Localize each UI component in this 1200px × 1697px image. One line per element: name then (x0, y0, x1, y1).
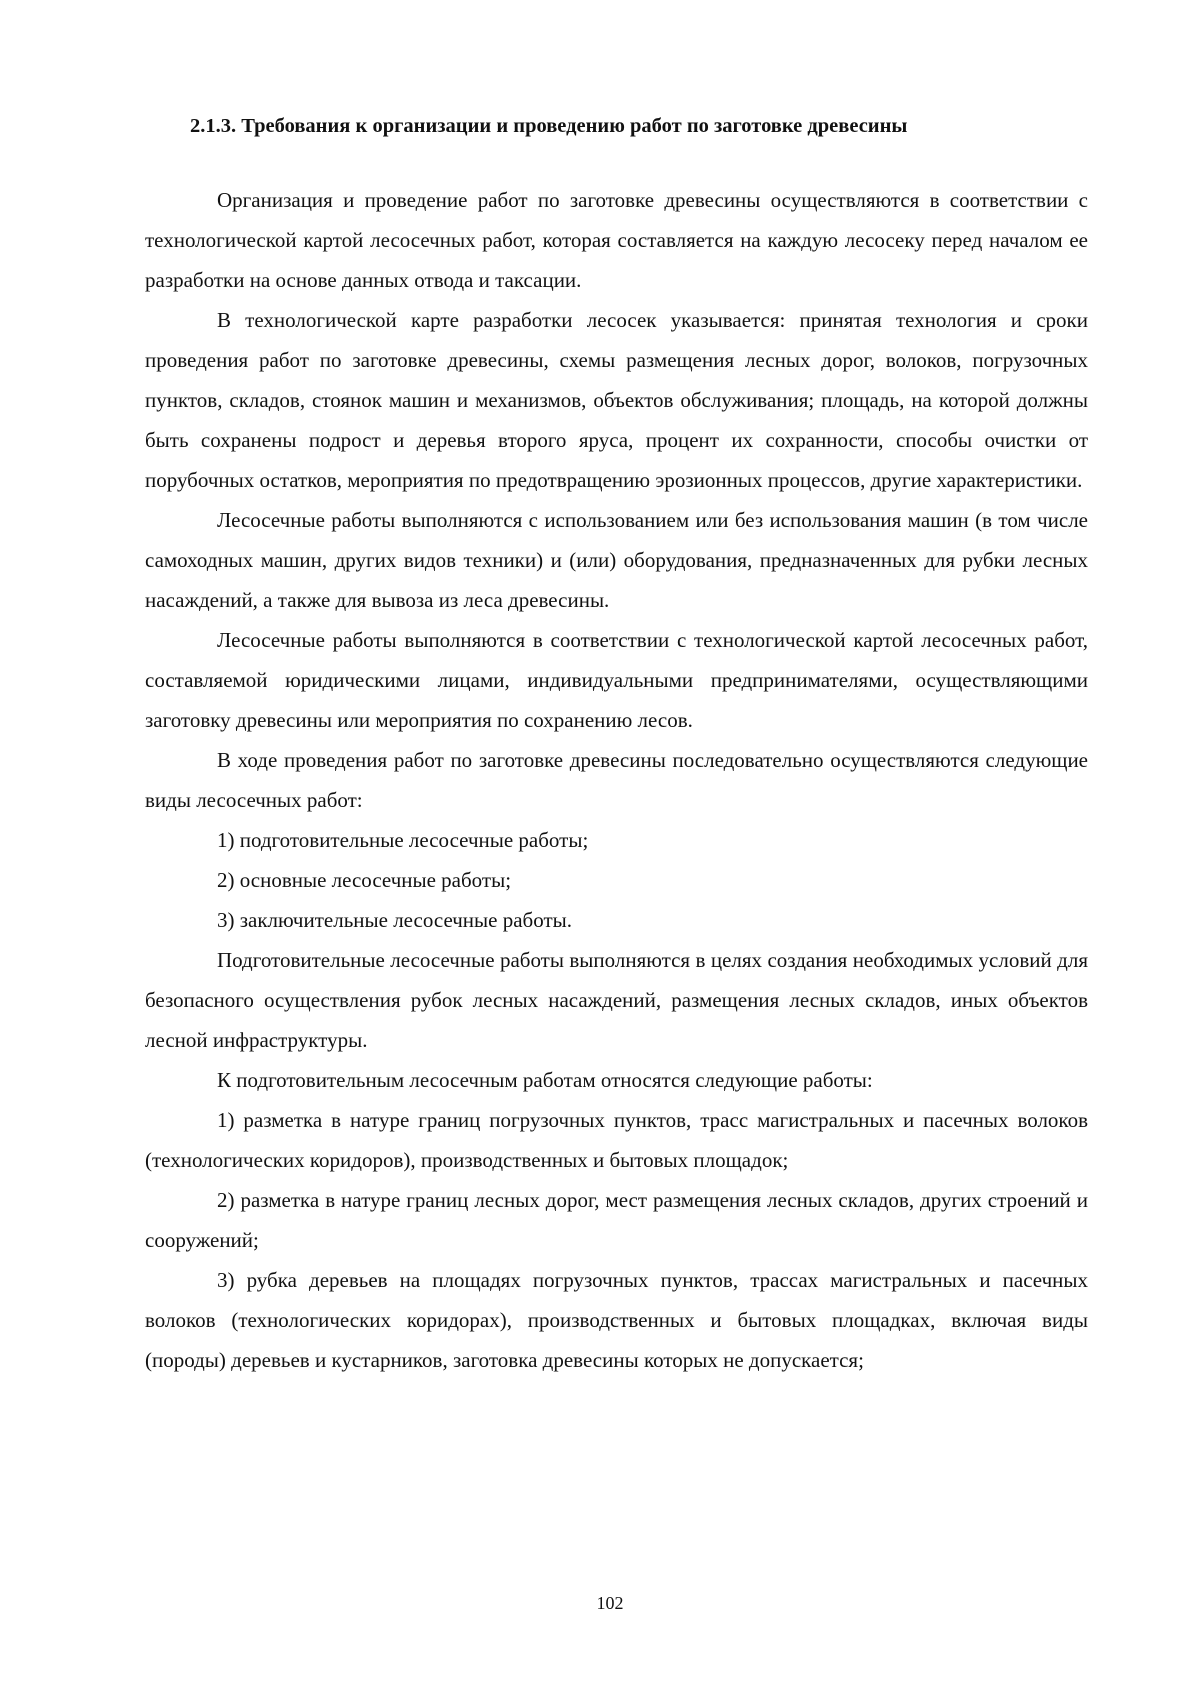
paragraph: Подготовительные лесосечные работы выполняются в целях создания необходимых условий для безопасного осуществления рубок лесных насаждений, размещения лесных складов, иных объектов лесной инфраструктуры. (145, 948, 1088, 1052)
list-item: 1) разметка в натуре границ погрузочных пунктов, трасс магистральных и пасечных волоков (технологических коридоров), производственных и бытовых площадок; (145, 1108, 1088, 1172)
list-item: 2) разметка в натуре границ лесных дорог, мест размещения лесных складов, других строений и сооружений; (145, 1188, 1088, 1252)
list-item: 2) основные лесосечные работы; (217, 868, 512, 892)
list-item: 3) заключительные лесосечные работы. (217, 908, 572, 932)
section-heading: 2.1.3. Требования к организации и проведению работ по заготовке древесины (190, 115, 908, 137)
list-item: 1) подготовительные лесосечные работы; (217, 828, 589, 852)
paragraph: Лесосечные работы выполняются с использованием или без использования машин (в том числе самоходных машин, других видов техники) и (или) оборудования, предназначенных для рубки лесных насаждений, а также для вывоза из леса древесины. (145, 508, 1088, 612)
list-item: 3) рубка деревьев на площадях погрузочных пунктов, трассах магистральных и пасечных волоков (технологических коридорах), производственных и бытовых площадках, включая виды (породы) деревьев и кустарников, заготовка древесины которых не допускается; (145, 1268, 1088, 1372)
paragraph: Организация и проведение работ по заготовке древесины осуществляются в соответствии с технологической картой лесосечных работ, которая составляется на каждую лесосеку перед началом ее разработки на основе данных отвода и таксации. (145, 188, 1088, 292)
paragraph: В технологической карте разработки лесосек указывается: принятая технология и сроки проведения работ по заготовке древесины, схемы размещения лесных дорог, волоков, погрузочных пунктов, складов, стоянок машин и механизмов, объектов обслуживания; площадь, на которой должны быть сохранены подрост и деревья второго яруса, процент их сохранности, способы очистки от порубочных остатков, мероприятия по предотвращению эрозионных процессов, другие характеристики. (145, 308, 1088, 492)
paragraph: В ходе проведения работ по заготовке древесины последовательно осуществляются следующие виды лесосечных работ: (145, 748, 1088, 812)
page-content (145, 112, 1088, 1380)
paragraph: Лесосечные работы выполняются в соответствии с технологической картой лесосечных работ, составляемой юридическими лицами, индивидуальными предпринимателями, осуществляющими заготовку древесины или мероприятия по сохранению лесов. (145, 628, 1088, 732)
page-number: 102 (596, 1593, 624, 1613)
paragraph: К подготовительным лесосечным работам относятся следующие работы: (217, 1068, 873, 1092)
